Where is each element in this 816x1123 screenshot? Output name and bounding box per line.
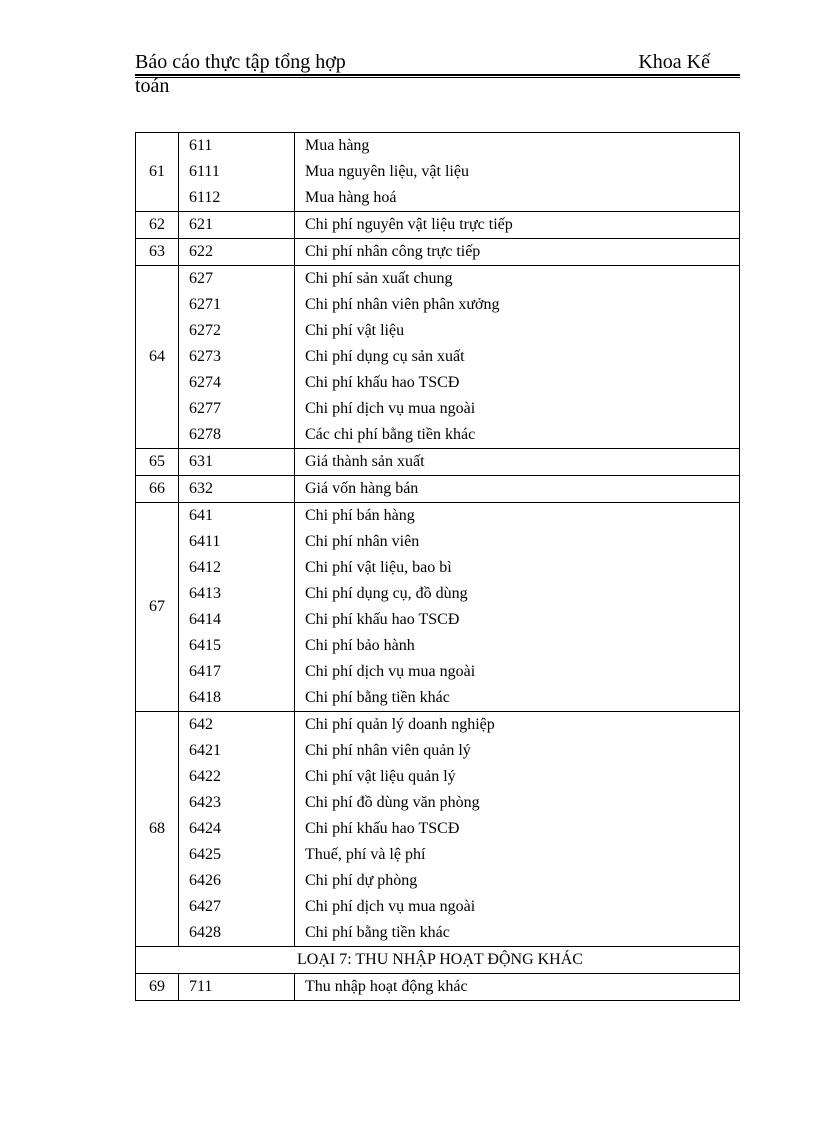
account-name: Chi phí nhân viên quản lý (305, 742, 471, 759)
account-group-row (136, 503, 740, 712)
account-codes-cell (179, 239, 295, 266)
account-name: Chi phí bảo hành (305, 637, 415, 654)
account-codes-cell (179, 266, 295, 449)
account-group-row (136, 476, 740, 503)
account-code: 6428 (189, 924, 221, 941)
account-code: 6271 (189, 296, 221, 313)
account-code: 6426 (189, 872, 221, 889)
account-name: Chi phí khấu hao TSCĐ (305, 611, 460, 628)
account-name: Mua hàng (305, 137, 370, 154)
account-name: Chi phí nguyên vật liệu trực tiếp (305, 216, 513, 233)
account-code: 6414 (189, 611, 221, 628)
account-code: 6277 (189, 400, 221, 417)
account-name: Giá vốn hàng bán (305, 480, 419, 497)
account-group-row (136, 974, 740, 1001)
account-name: Chi phí dịch vụ mua ngoài (305, 898, 476, 915)
account-name: Thu nhập hoạt động khác (305, 978, 468, 995)
account-code: 6422 (189, 768, 221, 785)
account-name: Mua nguyên liệu, vật liệu (305, 163, 469, 180)
group-number: 64 (136, 266, 179, 449)
account-name: Chi phí dụng cụ sản xuất (305, 348, 465, 365)
account-code: 6411 (189, 533, 221, 550)
account-name: Chi phí nhân viên (305, 533, 420, 550)
account-codes-cell (179, 503, 295, 712)
account-names-cell (295, 239, 740, 266)
account-code: 6111 (189, 163, 220, 180)
account-group-row (136, 712, 740, 947)
account-codes-cell (179, 974, 295, 1001)
account-name: Chi phí bằng tiền khác (305, 924, 450, 941)
account-name: Chi phí bằng tiền khác (305, 689, 450, 706)
account-codes-cell (179, 212, 295, 239)
report-title: Báo cáo thực tập tổng hợp (135, 51, 346, 73)
account-name: Chi phí vật liệu (305, 322, 405, 339)
account-code: 6417 (189, 663, 221, 680)
account-code: 6423 (189, 794, 221, 811)
group-number: 65 (136, 449, 179, 476)
account-code: 6412 (189, 559, 221, 576)
account-names-cell (295, 133, 740, 212)
group-number: 63 (136, 239, 179, 266)
account-code: 6112 (189, 189, 221, 206)
account-group-row (136, 449, 740, 476)
account-name: Chi phí vật liệu, bao bì (305, 559, 452, 576)
account-code: 6427 (189, 898, 221, 915)
account-code: 6278 (189, 426, 221, 443)
account-code: 622 (189, 243, 213, 260)
account-names-cell (295, 974, 740, 1001)
account-name: Giá thành sản xuất (305, 453, 425, 470)
account-code: 6424 (189, 820, 221, 837)
account-code: 6418 (189, 689, 221, 706)
account-names-cell (295, 712, 740, 947)
account-names-cell (295, 449, 740, 476)
account-code: 6413 (189, 585, 221, 602)
account-code: 6421 (189, 742, 221, 759)
account-name: Chi phí khấu hao TSCĐ (305, 374, 460, 391)
group-number: 67 (136, 503, 179, 712)
account-code: 611 (189, 137, 213, 154)
account-name: Chi phí dịch vụ mua ngoài (305, 400, 476, 417)
account-group-row (136, 266, 740, 449)
account-names-cell (295, 476, 740, 503)
account-group-row (136, 133, 740, 212)
account-name: Chi phí quản lý doanh nghiệp (305, 716, 495, 733)
account-code: 621 (189, 216, 213, 233)
account-name: Các chi phí bằng tiền khác (305, 426, 476, 443)
account-name: Chi phí bán hàng (305, 507, 415, 524)
account-code: 631 (189, 453, 213, 470)
account-code: 6273 (189, 348, 221, 365)
account-name: Chi phí vật liệu quản lý (305, 768, 456, 785)
department-label: Khoa Kế (638, 51, 710, 73)
group-number: 66 (136, 476, 179, 503)
department-label-wrap: toán (135, 75, 170, 97)
account-name: Chi phí khấu hao TSCĐ (305, 820, 460, 837)
account-code: 6415 (189, 637, 221, 654)
account-group-row (136, 239, 740, 266)
account-name: Chi phí dịch vụ mua ngoài (305, 663, 476, 680)
group-number: 62 (136, 212, 179, 239)
account-names-cell (295, 212, 740, 239)
account-code: 632 (189, 480, 213, 497)
account-name: Chi phí dự phòng (305, 872, 418, 889)
account-name: Chi phí sản xuất chung (305, 270, 453, 287)
account-codes-cell (179, 133, 295, 212)
account-name: Mua hàng hoá (305, 189, 397, 206)
account-names-cell (295, 503, 740, 712)
account-name: Thuế, phí và lệ phí (305, 846, 426, 863)
account-name: Chi phí nhân viên phân xưởng (305, 296, 500, 313)
account-codes-cell (179, 476, 295, 503)
account-names-cell (295, 266, 740, 449)
account-code: 6272 (189, 322, 221, 339)
account-code: 641 (189, 507, 213, 524)
account-code: 627 (189, 270, 213, 287)
group-number: 61 (136, 133, 179, 212)
group-number: 68 (136, 712, 179, 947)
account-codes-cell (179, 449, 295, 476)
account-code: 6274 (189, 374, 221, 391)
account-name: Chi phí nhân công trực tiếp (305, 243, 481, 260)
chart-of-accounts-table (135, 132, 740, 1001)
account-code: 642 (189, 716, 213, 733)
account-codes-cell (179, 712, 295, 947)
account-code: 711 (189, 978, 213, 995)
section-heading-row (136, 947, 740, 974)
group-number: 69 (136, 974, 179, 1001)
account-name: Chi phí đồ dùng văn phòng (305, 794, 480, 811)
page-header (135, 50, 740, 76)
account-name: Chi phí dụng cụ, đồ dùng (305, 585, 468, 602)
account-code: 6425 (189, 846, 221, 863)
section-heading: LOẠI 7: THU NHẬP HOẠT ĐỘNG KHÁC (136, 947, 740, 974)
account-group-row (136, 212, 740, 239)
accounts-table-body (136, 133, 740, 1001)
